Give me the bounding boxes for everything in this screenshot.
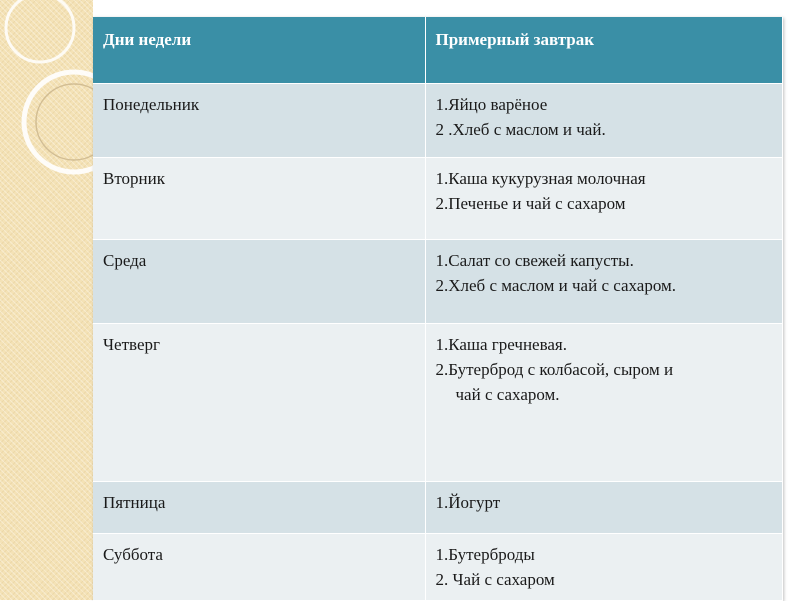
breakfast-line: чай с сахаром. bbox=[455, 385, 560, 404]
table-row bbox=[93, 324, 783, 482]
breakfast-line: 2. Чай с сахаром bbox=[435, 570, 555, 589]
table-row bbox=[93, 534, 783, 601]
breakfast-line: 2.Печенье и чай с сахаром bbox=[435, 194, 626, 213]
breakfast-line: 1.Салат со свежей капусты. bbox=[435, 251, 634, 270]
day-cell: Пятница bbox=[93, 482, 425, 534]
breakfast-line: 1.Каша кукурузная молочная bbox=[435, 169, 646, 188]
breakfast-line: 1.Йогурт bbox=[435, 493, 501, 512]
day-cell: Понедельник bbox=[93, 84, 425, 158]
deco-circle-3 bbox=[6, 0, 74, 62]
day-cell: Вторник bbox=[93, 158, 425, 240]
breakfast-cell bbox=[425, 482, 783, 534]
breakfast-line: 2 .Хлеб с маслом и чай. bbox=[435, 120, 606, 139]
breakfast-table bbox=[93, 17, 783, 601]
table-row bbox=[93, 482, 783, 534]
table-row bbox=[93, 84, 783, 158]
header-row bbox=[93, 17, 783, 84]
breakfast-cell bbox=[425, 240, 783, 324]
header-days: Дни недели bbox=[93, 17, 425, 84]
breakfast-cell bbox=[425, 534, 783, 601]
breakfast-cell bbox=[425, 324, 783, 482]
breakfast-line: 1.Яйцо варёное bbox=[435, 95, 548, 114]
day-cell: Суббота bbox=[93, 534, 425, 601]
table-row bbox=[93, 240, 783, 324]
breakfast-cell bbox=[425, 84, 783, 158]
breakfast-line: 1.Бутерброды bbox=[435, 545, 535, 564]
breakfast-line: 2.Хлеб с маслом и чай с сахаром. bbox=[435, 276, 677, 295]
table-row bbox=[93, 158, 783, 240]
header-breakfast: Примерный завтрак bbox=[425, 17, 783, 84]
day-cell: Четверг bbox=[93, 324, 425, 482]
breakfast-line: 2.Бутерброд с колбасой, сыром и bbox=[435, 360, 674, 379]
day-cell: Среда bbox=[93, 240, 425, 324]
breakfast-cell bbox=[425, 158, 783, 240]
breakfast-line: 1.Каша гречневая. bbox=[435, 335, 568, 354]
